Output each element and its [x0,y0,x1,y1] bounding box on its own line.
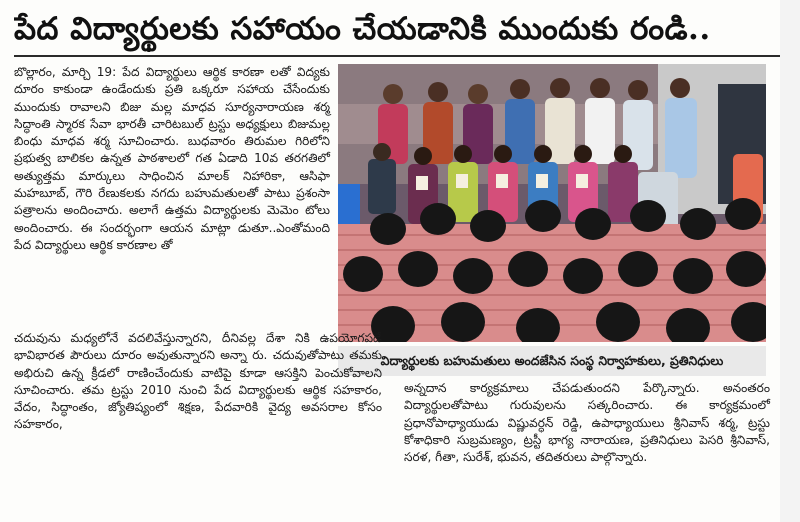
photo-block [338,64,766,378]
headline: పేద విద్యార్థులకు సహాయం చేయడానికి ముందుకు రండి.. [14,11,711,47]
page-edge [780,0,800,522]
event-photo [338,64,766,342]
photo-caption: విద్యార్థులకు బహుమతులు అందజేసిన సంస్థ నిర్వాహకులు, ప్రతినిధులు [338,346,766,376]
article-column-bottom-left [14,330,382,434]
headline-rule [14,55,786,57]
article-paragraph-intro: బొల్లారం, మార్చి 19: పేద విద్యార్థులు ఆర్థిక కారణా లతో విద్యకు దూరం కాకుండా ఉండేందుకు ప్రతి ఒక్కరూ సహాయ చేసేందుకు ముందుకు రావాలని బిజు మల్ల మాధవ సూర్యనారాయణ శర్మ సిద్ధాంతి స్మారక సేవా భారతీ చారిటబుల్ ట్రస్టు అధ్యక్షులు బిజుమల్ల బింధు మాధవ శర్మ సూచించారు. బుధవారం తిరుమల గిరిలోని ప్రభుత్వ బాలికల ఉన్నత పాఠశాలలో గత ఏడాది 10వ తరగతిలో అత్యుత్తమ మార్కులు సాధించిన మాలక్ నిహారికా, ఆసిఫా మహబూబ్, గౌరి రేణుకలకు నగదు బహుమతులతో పాటు ప్రశంసా పత్రాలను అందించారు. అలాగే ఉత్తమ విద్యార్థులకు మెమెం టోలు అందించారు. ఈ సందర్భంగా ఆయన మాట్లా డుతూ..ఎంతోమంది పేద విద్యార్థులు ఆర్థిక కారణాల తో [14,65,330,252]
article-paragraph-closing: అన్నదాన కార్యక్రమాలు చేపడుతుందని పేర్కొన్నారు. అనంతరం విద్యార్థులతోపాటు గురువులను సత్కరించారు. ఈ కార్యక్రమంలో ప్రధానోపాధ్యాయుడు విష్ణువర్ధన్ రెడ్డి, ఉపాధ్యాయులు శ్రీనివాస్ శర్మ, ట్రస్టు కోశాధికారి సుబ్రమణ్యం, ట్రస్టీ భాగ్య నారాయణ, ప్రతినిధులు పెసరి శ్రీనివాస్, సరళ, గీతా, సురేశ్, భువన, తదితరులు పాల్గొన్నారు. [404,381,770,465]
article-paragraph-middle: చదువును మధ్యలోనే వదలివేస్తున్నారని, దీనివల్ల దేశా నికి ఉపయోగపడే భావిభారత పౌరులు దూరం అవుతున్నారని అన్నా రు. చదువుతోపాటు తమకు అభిరుచి ఉన్న క్రీడలో రాణించేందుకు వాటిపై కూడా ఆసక్తిని పెంచుకోవాలని సూచించారు. తమ ట్రస్టు 2010 నుంచి పేద విద్యార్థులకు ఆర్థిక సహకారం, వేదం, సిద్ధాంతం, జ్యోతిష్యంలో శిక్షణ, పేదవారికి వైద్య అవసరాల కోసం సహకారం, [14,331,382,432]
article-column-left [14,64,330,254]
article-column-bottom-right [404,380,770,466]
